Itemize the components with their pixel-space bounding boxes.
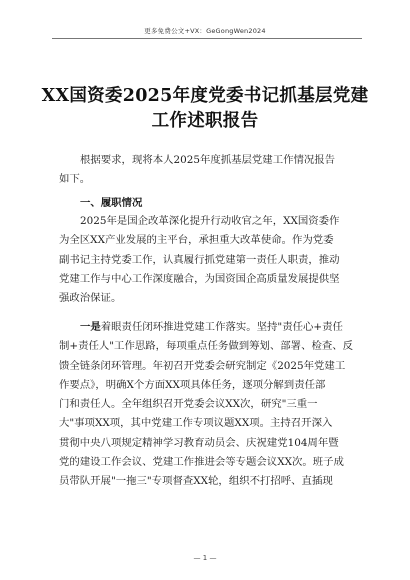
paragraph-line: 强政治保证。 (59, 292, 122, 305)
page-number: — 1 — (193, 554, 217, 562)
paragraph-line: 大"事项XX项，其中党建工作专项议题XX项。主持召开深入 (59, 417, 333, 430)
lead-line-text: 着眼责任闭环推进党建工作落实。坚持"责任心+责任 (100, 321, 343, 333)
lead-phrase: 一是 (80, 321, 101, 333)
paragraph-line: 员带队开展"一拖三"专项督查XX轮，组织不打招呼、直插现 (59, 475, 333, 488)
paragraph-line: 作要点》，明确X个方面XX项具体任务，逐项分解到责任部 (59, 378, 326, 391)
paragraph-responsibility (59, 318, 359, 492)
paragraph-line: 党的建设工作会议、党建工作推进会等专题会议XX次。班子成 (59, 456, 344, 469)
paragraph-line: 副书记主持党委工作，认真履行抓党建第一责任人职责，推动 (59, 253, 340, 266)
paragraph-line: 2025年是国企改革深化提升行动收官之年，XX国资委作 (80, 215, 340, 227)
header-divider (52, 38, 362, 39)
paragraph-line: 制+责任人"工作思路，每项重点任务做到筹划、部署、检查、反 (59, 340, 354, 353)
paragraph-line: 根据要求，现将本人2025年度抓基层党建工作情况报告 (80, 154, 336, 166)
paragraph-line: 贯彻中央八项规定精神学习教育动员会、庆祝建党104周年暨 (59, 436, 339, 449)
paragraph-line (59, 318, 359, 337)
document-title-line-2: 工作述职报告 (151, 111, 259, 131)
section-heading: 一、履职情况 (80, 197, 143, 209)
paragraph-overview (59, 212, 359, 308)
document-title-line-1: XX国资委2025年度党委书记抓基层党建 (41, 86, 369, 106)
paragraph-line: 馈全链条闭环管理。年初召开党委会研究制定《2025年党建工 (59, 359, 346, 372)
paragraph-line: 如下。 (59, 173, 91, 186)
header-note: 更多免费公文+VX：GeGongWen2024 (144, 27, 266, 35)
paragraph-line: 为全区XX产业发展的主平台，承担重大改革使命。作为党委 (59, 234, 334, 247)
paragraph-line: 门和责任人。全年组织召开党委会议XX次，研究"三重一 (59, 398, 318, 411)
paragraph-line: 党建工作与中心工作深度融合，为国资国企高质量发展提供坚 (59, 272, 340, 285)
intro-paragraph (59, 151, 359, 190)
